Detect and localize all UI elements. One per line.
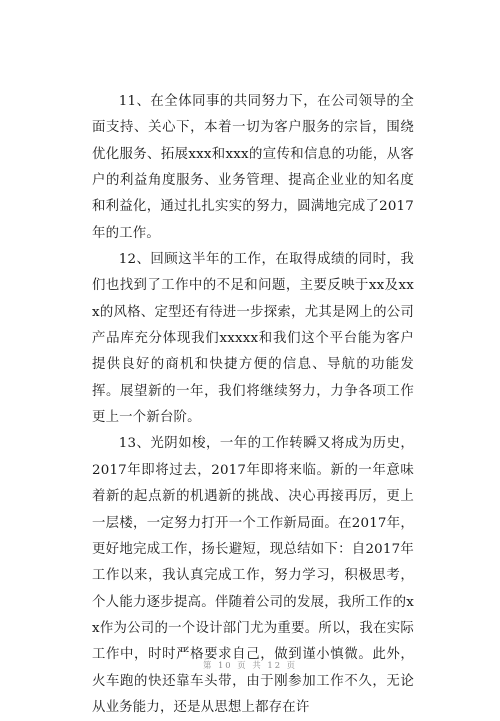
page-number-footer: 第 10 页 共 12 页: [202, 660, 298, 670]
document-body: [92, 89, 414, 721]
paragraph-11: 11、在全体同事的共同努力下，在公司领导的全面支持、关心下，本着一切为客户服务的宗旨，围绕优化服务、拓展xxx和xxx的宣传和信息的功能，从客户的利益角度服务、业务管理、提高企业业的知名度和利益化，通过扎扎实实的努力，圆满地完成了2017年的工作。: [92, 94, 414, 241]
paragraph-12: 12、回顾这半年的工作，在取得成绩的同时，我们也找到了工作中的不足和问题，主要反映于xx及xxx的风格、定型还有待进一步探索，尤其是网上的公司产品库充分体现我们xxxxx和我们这个平台能为客户提供良好的商机和快捷方便的信息、导航的功能发挥。展望新的一年，我们将继续努力，力争各项工作更上一个新台阶。: [92, 252, 414, 426]
paragraph-13: 13、光阴如梭，一年的工作转瞬又将成为历史，2017年即将过去，2017年即将来临。新的一年意味着新的起点新的机遇新的挑战、决心再接再厉，更上一层楼，一定努力打开一个工作新局面。在2017年，更好地完成工作，扬长避短，现总结如下：自2017年工作以来，我认真完成工作，努力学习，积极思考，个人能力逐步提高。伴随着公司的发展，我所工作的xx作为公司的一个设计部门尤为重要。所以，我在实际工作中，时时严格要求自己，做到谨小慎微。此外，火车跑的快还靠车头带，由于刚参加工作不久，无论从业务能力，还是从思想上都存在许: [92, 436, 414, 715]
